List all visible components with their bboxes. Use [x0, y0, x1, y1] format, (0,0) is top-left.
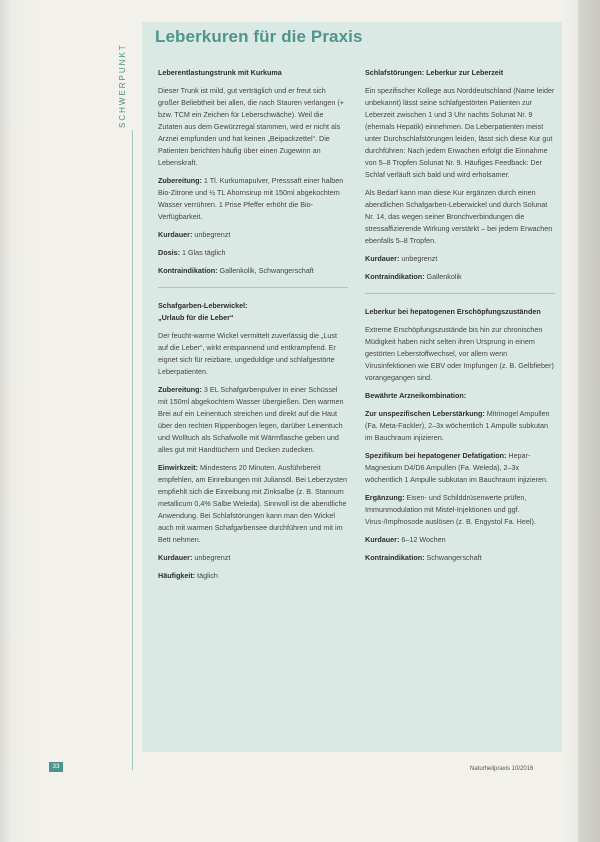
paragraph: Zubereitung: 3 EL Schafgarbenpulver in einer Schüssel mit 150ml abgekochtem Wasser übergießen. Den warmen Brei auf ein Leinentuch streichen und direkt auf die Haut über den rechten Rippenbogen legen, darüber Leinentuch und Wolltuch als Schafwolle mit Wärmflasche geben und alles gut mit Handtüchern und Decken zudecken.: [158, 385, 344, 454]
page-number: 33: [49, 762, 63, 772]
kv-line: Kontraindikation: Gallenkolik, Schwangerschaft: [158, 266, 314, 275]
section-heading: Leberkur bei hepatogenen Erschöpfungszuständen: [365, 307, 541, 316]
paragraph: Der feucht-warme Wickel vermittelt zuverlässig die „Lust auf die Leber“, wirkt entspannend und entkrampfend. Er eignet sich für reizbare, ungeduldige und schlafgestörte Leberpatienten.: [158, 331, 337, 376]
kv-line: Kurdauer: unbegrenzt: [158, 553, 231, 562]
kv-line: Kontraindikation: Gallenkolik: [365, 272, 462, 281]
paragraph: Als Bedarf kann man diese Kur ergänzen durch einen abendlichen Schafgarben-Leberwickel und durch Solunat Nr. 14, das wegen seiner Bronchverbindungen die stressaffizierende Wirkung verstärkt – bei jedem Erwachen ebenfalls 5–8 Tropfen.: [365, 188, 553, 245]
section-label: SCHWERPUNKT: [118, 43, 127, 128]
paragraph: Einwirkzeit: Mindestens 20 Minuten. Ausführbereit empfehlen, am Einreibungen mit Juliansöl. Bei Leberzysten empfiehlt sich die Einreibung mit Zinksalbe (z. B. Stannum metallicum 0,4% Salbe Weleda). Sinnvoll ist die abendliche Anwendung. Bei Schlafstörungen kann man den Wickel auch mit warmen Schafgarbensee durchführen und mit im Bett nehmen.: [158, 463, 347, 544]
paragraph: Zur unspezifischen Leberstärkung: Mitrinogel Ampullen (Fa. Meta-Fackler), 2–3x wöchentlich 1 Ampulle subkutan im Bauchraum injizieren.: [365, 409, 550, 442]
article-title: Leberkuren für die Praxis: [155, 27, 363, 46]
section-rule: [132, 130, 133, 770]
left-column: [158, 67, 348, 588]
kv-line: Häufigkeit: täglich: [158, 571, 218, 580]
section-heading: Schlafstörungen: Leberkur zur Leberzeit: [365, 68, 504, 77]
paragraph: Zubereitung: 1 Tl. Kurkumapulver, Presssaft einer halben Bio-Zitrone und ½ TL Ahornsirup mit 150ml abgekochtem Wasser verrühren. 1 Prise Pfeffer erhöht die Bio-Verfügbarkeit.: [158, 176, 344, 221]
kv-line: Kurdauer: unbegrenzt: [365, 254, 438, 263]
paragraph: Ergänzung: Eisen- und Schilddrüsenwerte prüfen, Immunmodulation mit Mistel-Injektionen und ggf. Virus-/Impfnosode auslösen (z. B. Engystol Fa. Heel).: [365, 493, 536, 526]
kv-line: Kurdauer: 6–12 Wochen: [365, 535, 446, 544]
paragraph: Spezifikum bei hepatogener Defatigation: Hepar-Magnesium D4/D6 Ampullen (Fa. Weleda), 2–3x wöchentlich 1 Ampulle subkutan im Bauchraum injizieren.: [365, 451, 548, 484]
section-heading: Leberentlastungstrunk mit Kurkuma: [158, 68, 282, 77]
kv-line: Dosis: 1 Glas täglich: [158, 248, 226, 257]
kv-line: Kontraindikation: Schwangerschaft: [365, 553, 482, 562]
kv-line: Kurdauer: unbegrenzt: [158, 230, 231, 239]
paragraph: Extreme Erschöpfungszustände bis hin zur chronischen Müdigkeit haben nicht selten ihren Ursprung in einem gestörten Leberstoffwechsel, vor allem wenn Virusinfektionen wie EBV oder Impfungen (z. B. Gelbfieber) vorangegangen sind.: [365, 325, 554, 382]
right-column: [365, 67, 555, 570]
paragraph: Dieser Trunk ist mild, gut verträglich und er freut sich großer Beliebtheit bei allen, die nach Stauren verlangen (+ bzw. TCM ein Zeichen für Leberschwäche). Weil die Zutaten aus dem Gewürzregal stammen, wird er nicht als Arznei empfunden und hat keinen „Beipackzettel“. Die Patienten berichten häufig über einen Zugewinn an Lebenskraft.: [158, 86, 344, 167]
section-heading: Schafgarben-Leberwickel:: [158, 301, 248, 310]
subheading: Bewährte Arzneikombination:: [365, 391, 467, 400]
divider: [158, 287, 348, 288]
section-subheading: „Urlaub für die Leber“: [158, 313, 234, 322]
page-edge: [578, 0, 600, 842]
paragraph: Ein spezifischer Kollege aus Norddeutschland (Name leider unbekannt) lässt seine schlafgestörten Patienten zur Leberzeit zwischen 1 und 3 Uhr nachts Solunat Nr. 9 (ehemals Hepatik) einnehmen. Da Leberpatienten meist unter Durchschlafstörungen leiden, lässt sich diese Kur gut durchführen: Nach jedem Erwachen erfolgt die Einnahme von 5–8 Tropfen Solunat Nr. 9. Häufiges Feedback: Der Schlaf verläuft sich bald und wird erholsamer.: [365, 86, 555, 179]
divider: [365, 293, 555, 294]
footer-issue: Naturheilpraxis 10/2016: [470, 766, 534, 772]
